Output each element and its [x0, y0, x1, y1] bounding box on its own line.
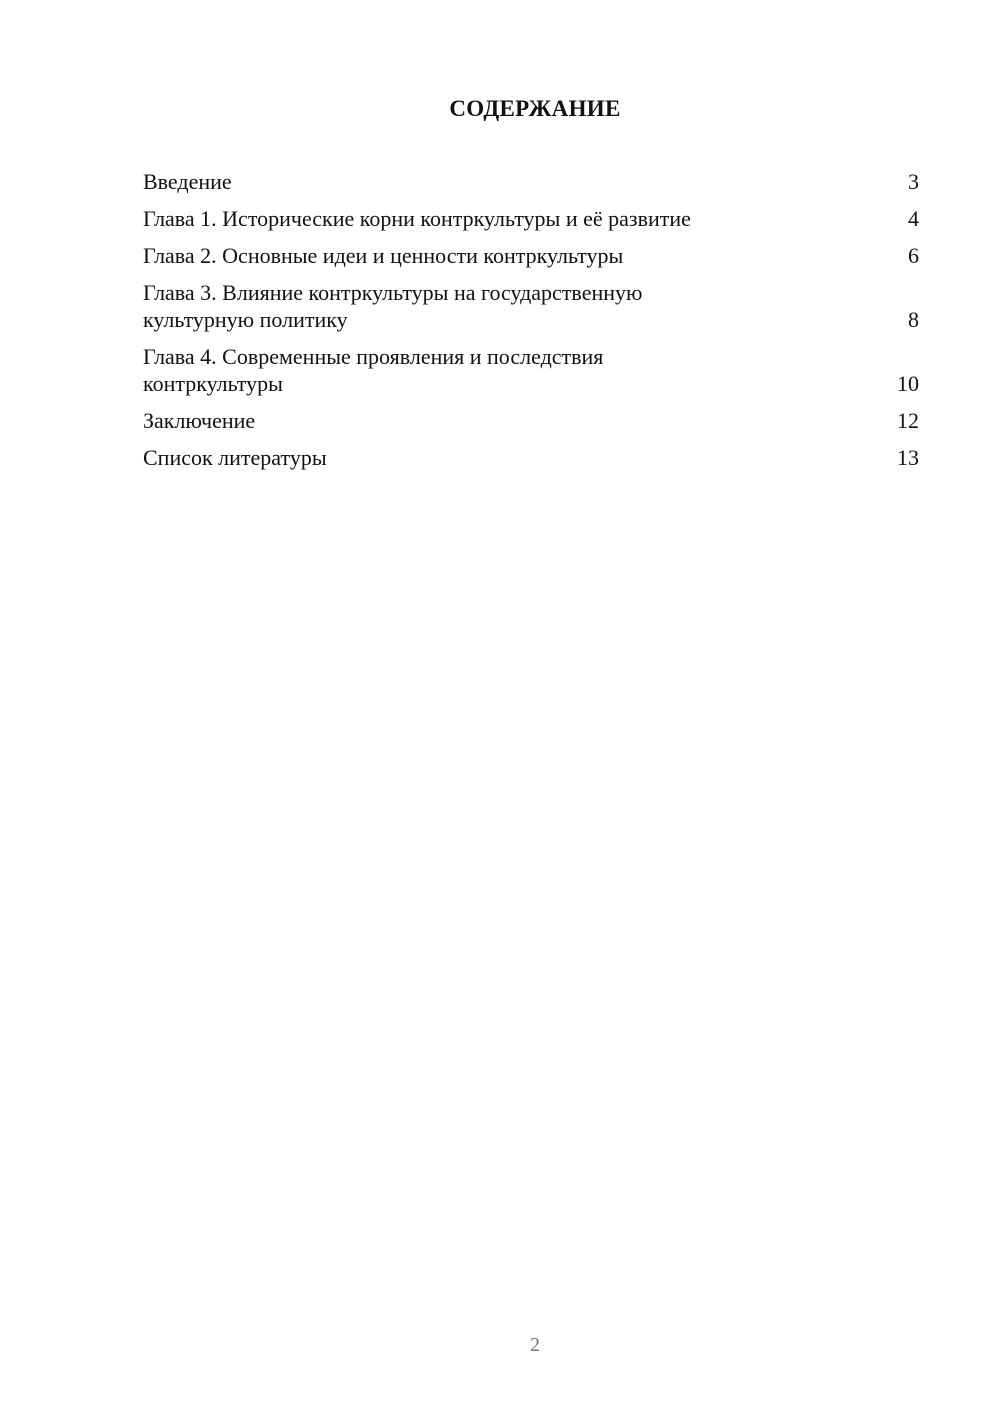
toc-entry-chapter-2: [143, 242, 919, 269]
toc-entry-chapter-1: [143, 205, 919, 232]
toc-entry-label: Глава 4. Современные проявления и последствия контркультуры: [143, 344, 604, 396]
page-number: 2: [530, 1334, 540, 1356]
toc-entry-page-number: 12: [897, 408, 919, 433]
table-of-contents: [143, 168, 919, 481]
toc-entry-conclusion: [143, 407, 919, 434]
toc-entry-introduction: [143, 168, 919, 195]
toc-entry-page-number: 4: [908, 206, 919, 231]
toc-entry-chapter-3: [143, 279, 919, 333]
toc-entry-page-number: 10: [897, 371, 919, 396]
page-title: СОДЕРЖАНИЕ: [449, 96, 621, 121]
toc-entry-page-number: 6: [908, 243, 919, 268]
toc-entry-bibliography: [143, 444, 919, 471]
toc-entry-chapter-4: [143, 343, 919, 397]
toc-entry-label: Список литературы: [143, 445, 327, 470]
toc-entry-page-number: 13: [897, 445, 919, 470]
toc-entry-label: Введение: [143, 169, 232, 194]
toc-entry-page-number: 3: [908, 169, 919, 194]
toc-entry-page-number: 8: [908, 307, 919, 332]
toc-entry-label: Глава 3. Влияние контркультуры на государственную культурную политику: [143, 280, 643, 332]
toc-entry-label: Глава 2. Основные идеи и ценности контркультуры: [143, 243, 624, 268]
toc-entry-label: Глава 1. Исторические корни контркультуры и её развитие: [143, 206, 691, 231]
toc-entry-label: Заключение: [143, 408, 256, 433]
